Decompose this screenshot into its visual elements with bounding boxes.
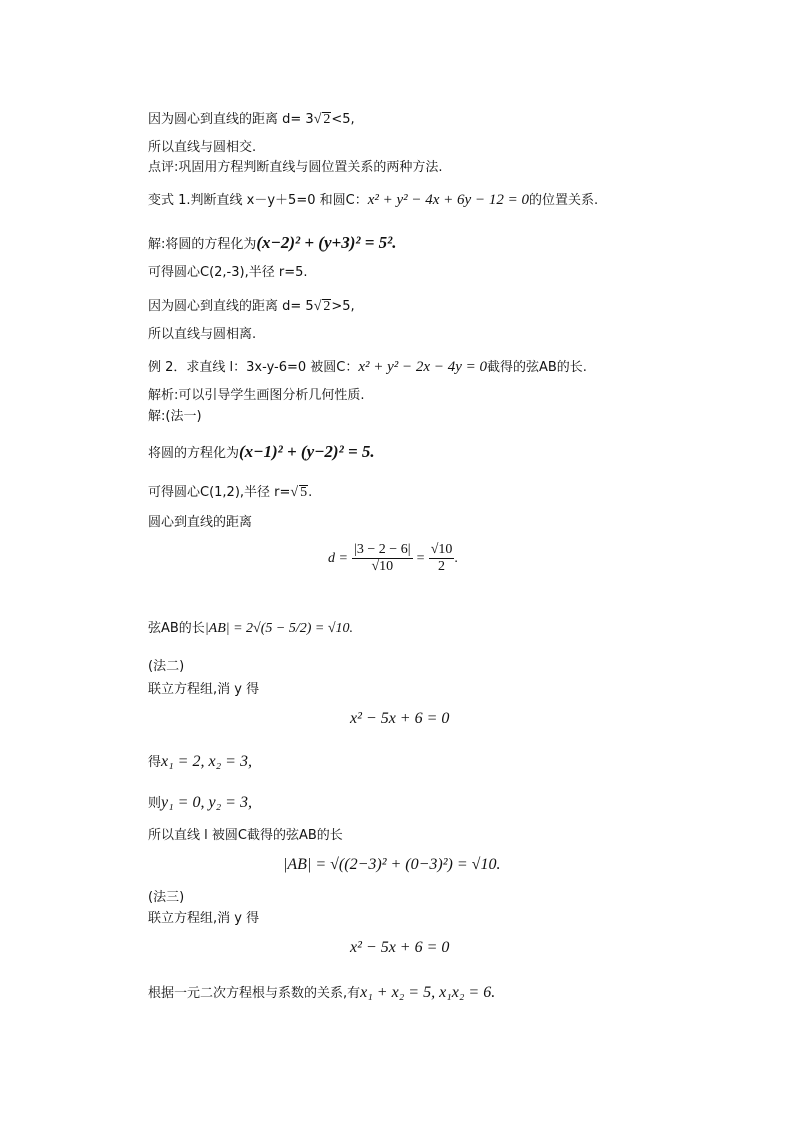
text: 解:将圆的方程化为 [148, 237, 257, 252]
equation-distance-d: d = $\frac{|3 - 2 - 6|}{√10}$ = $\frac{√10}{2}$ . [328, 542, 458, 574]
equation-vieta: x₁ + x₂ = 5, x₁x₂ = 6. [360, 984, 496, 1001]
fraction-numerator: |3 − 2 − 6| [354, 542, 411, 557]
text: 因为圆心到直线的距离 d= 3 [148, 112, 314, 127]
text: 将圆的方程化为 [148, 446, 240, 461]
equation-standard-form-2: (x−1)² + (y−2)² = 5. [239, 442, 375, 461]
text-line-variant-1 [148, 193, 598, 208]
text-line-roots-x [148, 754, 252, 770]
text: 可得圆心C(1,2),半径 r= [148, 485, 291, 500]
text-line-method-1: 解:(法一) [148, 409, 202, 424]
equation-circle-1: x² + y² − 4x + 6y − 12 = 0 [367, 192, 529, 208]
equation-roots-x: x₁ = 2, x₂ = 3, [161, 753, 252, 770]
text: 截得的弦AB的长. [487, 360, 587, 375]
text-line-distance-label: 圆心到直线的距离 [148, 515, 253, 530]
text-line-standard-form-2 [148, 443, 375, 460]
equation-text: x² − 5x + 6 = 0 [350, 939, 450, 956]
text-line-eliminate-y-1: 联立方程组,消 y 得 [148, 682, 260, 697]
text: 的位置关系. [528, 193, 599, 208]
equation-text: x² − 5x + 6 = 0 [350, 710, 450, 727]
text: 例 2．求直线 l：3x-y-6=0 被圆C： [148, 360, 359, 375]
equation-chord-length-1: |AB| = 2√(5 − 5/2) = √10. [204, 621, 354, 636]
text-line-comment: 点评:巩固用方程判断直线与圆位置关系的两种方法. [148, 160, 443, 175]
text-line-separate: 所以直线与圆相离. [148, 327, 257, 342]
text: 因为圆心到直线的距离 d= 5 [148, 299, 314, 314]
text-line-center-2: 可得圆心C(1,2),半径 r=√ 5. [148, 485, 313, 500]
text-line-method-3: (法三) [148, 890, 185, 905]
text-line-solution-1 [148, 234, 396, 251]
equation-standard-form-1: (x−2)² + (y+3)² = 5². [256, 233, 397, 252]
equation-chord-length-2 [283, 857, 500, 873]
text-line-roots-y [148, 795, 252, 811]
equation-quadratic-2 [350, 940, 449, 956]
text-line-eliminate-y-2: 联立方程组,消 y 得 [148, 911, 260, 926]
fraction-numerator: √10 [430, 542, 453, 557]
text-line-chord-length [148, 622, 353, 636]
text: <5, [331, 112, 355, 127]
text-line-center-1: 可得圆心C(2,-3),半径 r=5. [148, 265, 308, 280]
equation-quadratic-1 [350, 711, 449, 727]
text: >5, [331, 299, 355, 314]
text-line-distance-2: 因为圆心到直线的距离 d= 5√ 2>5, [148, 299, 355, 314]
radicand: 2 [323, 112, 331, 127]
text: 弦AB的长 [148, 621, 205, 636]
radicand: 5 [300, 485, 308, 500]
text-line-analysis: 解析:可以引导学生画图分析几何性质. [148, 388, 365, 403]
fraction-denominator: √10 [371, 559, 394, 574]
text: 则 [148, 796, 162, 811]
text-line-distance-1: 因为圆心到直线的距离 d= 3√ 2<5, [148, 112, 355, 127]
fraction-denominator: 2 [438, 559, 446, 574]
text-line-example-2 [148, 360, 587, 375]
text: 得 [148, 755, 162, 770]
radicand: 2 [323, 299, 331, 314]
text-line-vieta [148, 985, 495, 1001]
text-line-method-2: (法二) [148, 659, 185, 674]
text: . [308, 485, 313, 500]
text: d = [328, 551, 348, 566]
equation-circle-2: x² + y² − 2x − 4y = 0 [358, 359, 487, 375]
text: 根据一元二次方程根与系数的关系,有 [148, 986, 361, 1001]
text: 变式 1.判断直线 x－y＋5=0 和圆C： [148, 193, 368, 208]
text-line-chord-intro: 所以直线 l 被圆C截得的弦AB的长 [148, 828, 343, 843]
text-line-intersect: 所以直线与圆相交. [148, 140, 257, 155]
equation-text: |AB| = √((2−3)² + (0−3)²) = √10. [283, 856, 501, 873]
equation-roots-y: y₁ = 0, y₂ = 3, [161, 794, 252, 811]
